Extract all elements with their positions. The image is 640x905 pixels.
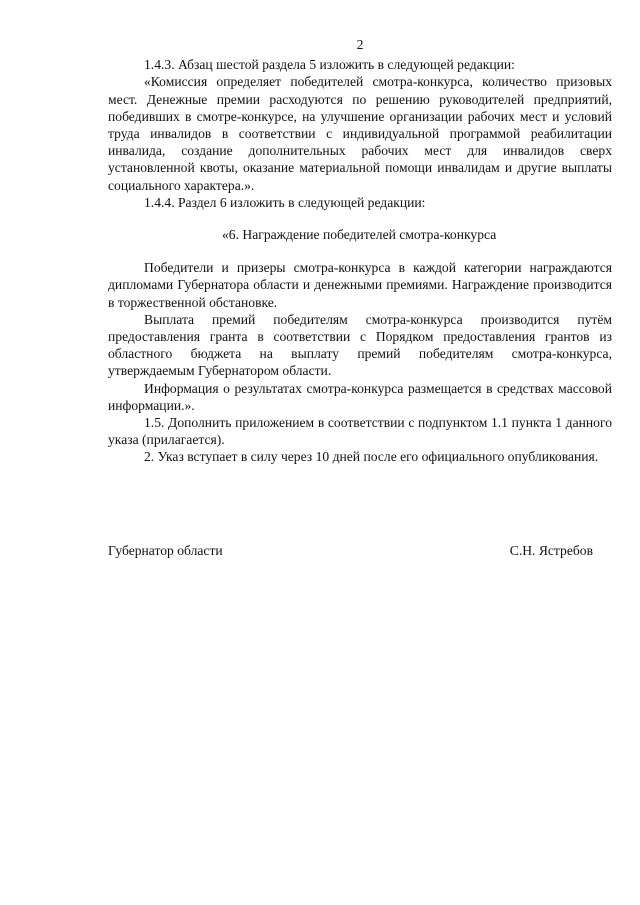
paragraph-prize-payment: Выплата премий победителям смотра-конкурса производится путём предоставления гранта в соответствии с Порядком предоставления грантов из областного бюджета на выплату премий победителям смотра-конкурса, утверждаемым Губернатором области. (108, 311, 612, 379)
paragraph-1-4-3: 1.4.3. Абзац шестой раздела 5 изложить в следующей редакции: (144, 57, 515, 73)
document-page (108, 36, 612, 466)
signature-position: Губернатор области (108, 543, 223, 558)
paragraph-1-4-4: 1.4.4. Раздел 6 изложить в следующей редакции: (144, 194, 426, 210)
signature-block (108, 542, 612, 559)
paragraph-commission-quote: «Комиссия определяет победителей смотра-конкурса, количество призовых мест. Денежные премии расходуются по решению руководителей предприятий, победивших в смотре-конкурсе, на улучшение организации рабочих мест и условий труда инвалидов в соответствии с индивидуальной программой реабилитации инвалида, создание дополнительных рабочих мест для инвалидов сверх установленной квоты, оказание материальной помощи инвалидам и другие выплаты социального характера.». (108, 74, 612, 193)
page-number: 2 (356, 37, 364, 52)
paragraph-information: Информация о результатах смотра-конкурса размещается в средствах массовой информации.». (108, 380, 612, 413)
paragraph-1-5: 1.5. Дополнить приложением в соответствии с подпунктом 1.1 пункта 1 данного указа (прилагается). (108, 415, 612, 448)
section-heading: «6. Награждение победителей смотра-конкурса (222, 227, 497, 243)
signature-name: С.Н. Ястребов (509, 543, 593, 558)
paragraph-winners: Победители и призеры смотра-конкурса в каждой категории награждаются дипломами Губернатора области и денежными премиями. Награждение производится в торжественной обстановке. (108, 260, 612, 310)
paragraph-2-effective: 2. Указ вступает в силу через 10 дней после его официального опубликования. (144, 449, 599, 465)
